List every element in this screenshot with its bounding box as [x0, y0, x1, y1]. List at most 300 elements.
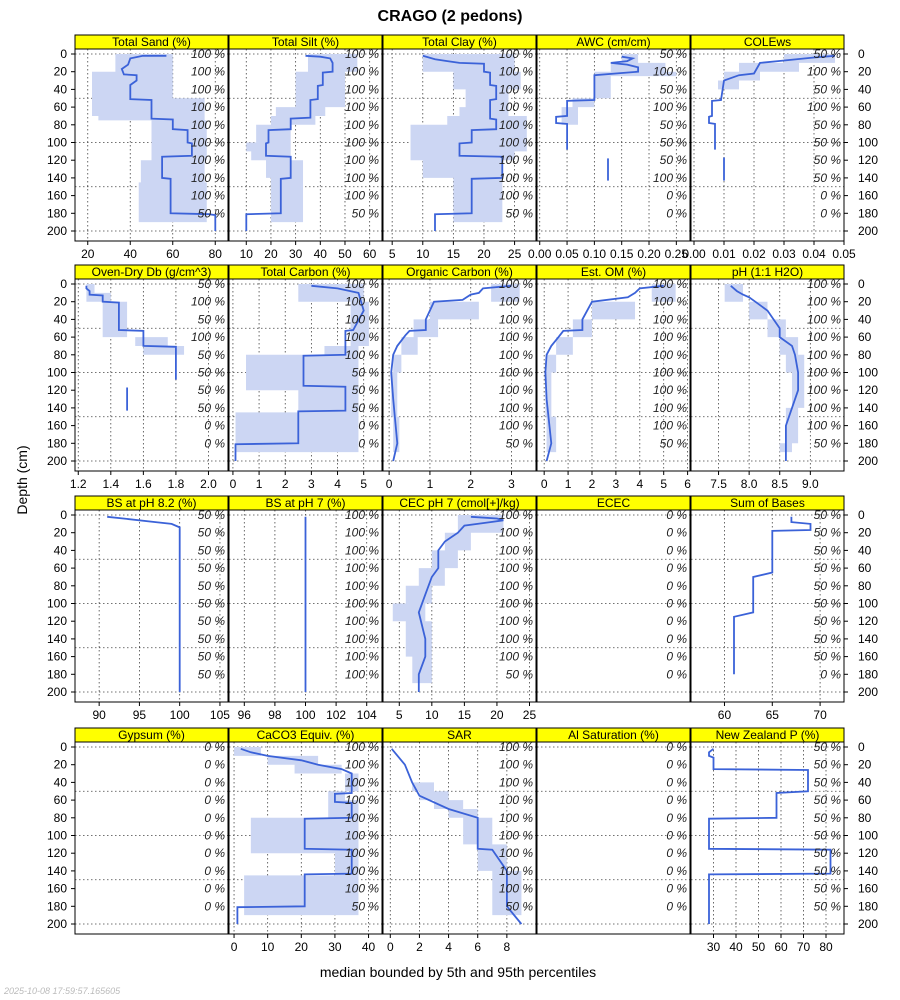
x-tick-label: 5	[360, 477, 368, 491]
pct-label: 50 %	[813, 596, 841, 611]
pct-label: 50 %	[813, 881, 841, 896]
y-tick-label: 200	[46, 454, 67, 468]
pct-label: 0 %	[204, 810, 225, 825]
y-tick-label: 0	[60, 277, 67, 291]
pct-label: 100 %	[498, 153, 533, 168]
pct-label: 100 %	[344, 508, 379, 522]
y-tick-label: 120	[858, 614, 879, 629]
pct-label: 100 %	[498, 82, 533, 97]
y-tick-label: 0	[858, 47, 865, 61]
panel-title: BS at pH 7 (%)	[265, 496, 346, 510]
y-tick-label: 20	[53, 64, 67, 79]
pct-label: 100 %	[344, 740, 379, 754]
y-tick-label: 100	[858, 596, 879, 611]
y-tick-label: 80	[53, 810, 67, 825]
pct-label: 50 %	[351, 365, 379, 380]
pct-label: 100 %	[652, 64, 687, 79]
panel-title: Sum of Bases	[730, 496, 805, 510]
x-tick-label: 0	[540, 477, 548, 491]
pct-label: 0 %	[204, 846, 225, 861]
x-tick-label: 70	[796, 940, 811, 954]
y-tick-label: 20	[858, 525, 872, 540]
pct-label: 50 %	[813, 631, 841, 646]
panel-gypsum	[47, 728, 228, 934]
x-tick-label: 100	[169, 708, 190, 722]
y-tick-label: 160	[46, 418, 67, 433]
pct-label: 100 %	[806, 294, 841, 309]
pct-label: 50 %	[813, 614, 841, 629]
y-tick-label: 140	[46, 631, 67, 646]
pct-label: 0 %	[666, 649, 687, 664]
y-tick-label: 180	[858, 436, 879, 451]
panel-new-zealand-p	[691, 728, 878, 954]
x-tick-label: 2	[281, 477, 289, 491]
pct-label: 50 %	[813, 757, 841, 772]
pct-label: 100 %	[498, 649, 533, 664]
y-tick-label: 120	[46, 846, 67, 861]
pct-label: 0 %	[820, 667, 841, 682]
x-tick-label: 25	[522, 708, 537, 722]
x-tick-label: 0.04	[802, 247, 826, 261]
x-tick-label: 8	[503, 940, 511, 954]
pct-label: 100 %	[498, 614, 533, 629]
y-tick-label: 20	[53, 525, 67, 540]
pct-label: 100 %	[498, 117, 533, 132]
pct-label: 50 %	[813, 846, 841, 861]
pct-label: 100 %	[498, 312, 533, 327]
pct-label: 100 %	[344, 631, 379, 646]
pct-label: 50 %	[197, 347, 225, 362]
x-tick-label: 0.25	[664, 247, 689, 261]
pct-label: 100 %	[652, 330, 687, 345]
x-tick-label: 7.5	[710, 477, 727, 491]
pct-label: 50 %	[351, 400, 379, 415]
pct-label: 0 %	[666, 508, 687, 522]
pct-label: 100 %	[498, 135, 533, 150]
x-tick-label: 65	[765, 708, 779, 722]
panel-ph-1-1-h2o	[691, 265, 878, 491]
pct-label: 50 %	[197, 365, 225, 380]
pct-label: 50 %	[813, 810, 841, 825]
pct-label: 50 %	[813, 153, 841, 168]
y-tick-label: 40	[53, 775, 67, 790]
pct-label: 100 %	[498, 100, 533, 115]
panel-ecec	[537, 496, 690, 702]
pct-label: 100 %	[806, 100, 841, 115]
x-tick-label: 1.8	[167, 477, 185, 491]
chart-title: CRAGO (2 pedons)	[377, 8, 523, 25]
pct-label: 50 %	[197, 596, 225, 611]
pct-label: 100 %	[190, 135, 225, 150]
x-tick-label: 20	[294, 940, 308, 954]
pct-label: 100 %	[498, 561, 533, 576]
x-tick-label: 10	[260, 940, 275, 954]
pct-label: 50 %	[197, 206, 225, 221]
pct-label: 100 %	[498, 188, 533, 203]
panel-bs-at-ph-7	[229, 496, 382, 722]
y-tick-label: 60	[858, 793, 872, 808]
x-tick-label: 2	[467, 477, 475, 491]
y-tick-label: 60	[53, 330, 67, 345]
pct-label: 100 %	[498, 863, 533, 878]
percentile-band	[236, 284, 369, 452]
pct-label: 50 %	[813, 170, 841, 185]
y-tick-label: 120	[46, 383, 67, 398]
pct-label: 100 %	[190, 153, 225, 168]
pct-label: 100 %	[498, 525, 533, 540]
pct-label: 100 %	[498, 64, 533, 79]
percentile-band	[234, 747, 358, 915]
x-tick-label: 0	[386, 940, 394, 954]
panel-title: Total Carbon (%)	[260, 265, 351, 279]
pct-label: 100 %	[344, 667, 379, 682]
pct-label: 50 %	[351, 899, 379, 914]
panel-total-clay	[383, 35, 536, 261]
x-tick-label: 3	[508, 477, 515, 491]
y-tick-label: 40	[858, 543, 872, 558]
pct-label: 0 %	[204, 436, 225, 451]
x-tick-label: 0.20	[637, 247, 661, 261]
pct-label: 50 %	[659, 436, 687, 451]
panel-title: Oven-Dry Db (g/cm^3)	[91, 265, 212, 279]
pct-label: 100 %	[498, 400, 533, 415]
y-tick-label: 180	[858, 667, 879, 682]
pct-label: 50 %	[813, 135, 841, 150]
pct-label: 100 %	[498, 846, 533, 861]
y-tick-label: 160	[46, 881, 67, 896]
pct-label: 50 %	[813, 649, 841, 664]
pct-label: 100 %	[498, 793, 533, 808]
pct-label: 0 %	[204, 775, 225, 790]
pct-label: 100 %	[344, 117, 379, 132]
y-tick-label: 140	[46, 400, 67, 415]
y-axis-label: Depth (cm)	[14, 445, 30, 515]
x-tick-label: 0	[229, 477, 237, 491]
pct-label: 100 %	[498, 294, 533, 309]
y-tick-label: 200	[858, 224, 879, 238]
pct-label: 100 %	[498, 418, 533, 433]
y-tick-label: 40	[858, 775, 872, 790]
x-tick-label: 8.0	[740, 477, 758, 491]
panel-al-saturation	[537, 728, 690, 934]
x-tick-label: 0	[230, 940, 238, 954]
panel-title: CaCO3 Equiv. (%)	[256, 728, 355, 742]
y-tick-label: 140	[858, 170, 879, 185]
y-tick-label: 140	[858, 863, 879, 878]
pct-label: 50 %	[813, 828, 841, 843]
y-tick-label: 40	[53, 82, 67, 97]
pct-label: 0 %	[666, 863, 687, 878]
y-tick-label: 60	[53, 100, 67, 115]
y-tick-label: 200	[46, 224, 67, 238]
percentile-band	[246, 54, 357, 222]
pct-label: 100 %	[806, 365, 841, 380]
y-tick-label: 160	[858, 649, 879, 664]
pct-label: 0 %	[666, 188, 687, 203]
pct-label: 50 %	[197, 561, 225, 576]
pct-label: 100 %	[652, 418, 687, 433]
x-tick-label: 0.02	[742, 247, 766, 261]
panel-total-carbon	[229, 265, 382, 491]
y-tick-label: 120	[46, 614, 67, 629]
y-tick-label: 160	[858, 418, 879, 433]
y-tick-label: 60	[858, 100, 872, 115]
x-tick-label: 0.05	[832, 247, 856, 261]
pct-label: 50 %	[197, 614, 225, 629]
pct-label: 50 %	[659, 153, 687, 168]
y-tick-label: 0	[858, 508, 865, 522]
pct-label: 0 %	[666, 810, 687, 825]
y-tick-label: 80	[858, 117, 872, 132]
x-tick-label: 4	[334, 477, 341, 491]
x-tick-label: 40	[361, 940, 376, 954]
y-tick-label: 20	[53, 294, 67, 309]
x-tick-label: 6	[474, 940, 482, 954]
x-tick-label: 40	[123, 247, 137, 261]
panel-title: CEC pH 7 (cmol[+]/kg)	[399, 496, 520, 510]
x-tick-label: 4	[445, 940, 452, 954]
pct-label: 100 %	[344, 775, 379, 790]
y-tick-label: 0	[60, 508, 67, 522]
pct-label: 100 %	[344, 47, 379, 61]
x-tick-label: 80	[208, 247, 222, 261]
y-tick-label: 40	[53, 543, 67, 558]
y-tick-label: 100	[46, 135, 67, 150]
pct-label: 50 %	[813, 82, 841, 97]
pct-label: 100 %	[652, 100, 687, 115]
pct-label: 100 %	[652, 312, 687, 327]
y-tick-label: 120	[858, 846, 879, 861]
panel-title: Organic Carbon (%)	[406, 265, 513, 279]
y-tick-label: 80	[53, 578, 67, 593]
x-tick-label: 60	[717, 708, 732, 722]
pct-label: 100 %	[806, 418, 841, 433]
pct-label: 100 %	[190, 117, 225, 132]
panel-est-om	[537, 265, 691, 491]
pct-label: 100 %	[806, 330, 841, 345]
pct-label: 100 %	[190, 330, 225, 345]
pct-label: 0 %	[666, 846, 687, 861]
pct-label: 100 %	[344, 793, 379, 808]
y-tick-label: 120	[858, 383, 879, 398]
pct-label: 50 %	[197, 578, 225, 593]
pct-label: 100 %	[652, 277, 687, 291]
y-tick-label: 0	[858, 740, 865, 754]
y-tick-label: 60	[53, 561, 67, 576]
pct-label: 100 %	[498, 596, 533, 611]
y-tick-label: 20	[858, 64, 872, 79]
pct-label: 100 %	[344, 614, 379, 629]
y-tick-label: 180	[46, 436, 67, 451]
pct-label: 50 %	[197, 383, 225, 398]
panel-awc-cm-cm	[528, 35, 690, 261]
panel-title: AWC (cm/cm)	[576, 35, 651, 49]
pct-label: 100 %	[344, 330, 379, 345]
pct-label: 100 %	[190, 188, 225, 203]
x-tick-label: 25	[507, 247, 522, 261]
y-tick-label: 140	[858, 631, 879, 646]
pct-label: 0 %	[666, 614, 687, 629]
pct-label: 0 %	[204, 899, 225, 914]
x-tick-label: 6	[684, 477, 691, 491]
pct-label: 50 %	[813, 47, 841, 61]
pct-label: 0 %	[358, 436, 379, 451]
y-tick-label: 80	[53, 117, 67, 132]
panel-bs-at-ph-8-2	[47, 496, 230, 722]
pct-label: 0 %	[666, 525, 687, 540]
y-tick-label: 160	[858, 188, 879, 203]
pct-label: 100 %	[344, 863, 379, 878]
pct-label: 100 %	[498, 365, 533, 380]
pct-label: 100 %	[498, 508, 533, 522]
panel-title: COLEws	[743, 35, 792, 49]
x-tick-label: 96	[237, 708, 251, 722]
y-tick-label: 160	[858, 881, 879, 896]
y-tick-label: 0	[60, 740, 67, 754]
x-tick-label: 50	[338, 247, 352, 261]
x-tick-label: 70	[813, 708, 827, 722]
x-tick-label: 40	[729, 940, 743, 954]
panel-caco3-equiv	[229, 728, 382, 954]
x-tick-label: 1.4	[102, 477, 120, 491]
pct-label: 50 %	[813, 578, 841, 593]
pct-label: 100 %	[806, 347, 841, 362]
y-tick-label: 160	[46, 188, 67, 203]
y-tick-label: 180	[46, 667, 67, 682]
panel-title: Total Silt (%)	[271, 35, 340, 49]
y-tick-label: 100	[858, 365, 879, 380]
pct-label: 100 %	[806, 312, 841, 327]
pct-label: 0 %	[666, 828, 687, 843]
pct-label: 100 %	[344, 64, 379, 79]
pct-label: 0 %	[666, 667, 687, 682]
x-tick-label: 104	[356, 708, 377, 722]
panel-grid	[47, 35, 878, 954]
pct-label: 100 %	[806, 383, 841, 398]
pct-label: 0 %	[204, 740, 225, 754]
pct-label: 100 %	[344, 828, 379, 843]
x-tick-label: 1.6	[135, 477, 152, 491]
pct-label: 50 %	[505, 899, 533, 914]
y-tick-label: 200	[46, 917, 67, 931]
panel-total-sand	[47, 35, 228, 261]
y-tick-label: 60	[858, 330, 872, 345]
y-tick-label: 80	[858, 810, 872, 825]
panel-title: ECEC	[596, 496, 631, 510]
panel-title: New Zealand P (%)	[715, 728, 820, 742]
x-tick-label: 0.10	[582, 247, 607, 261]
pct-label: 100 %	[344, 881, 379, 896]
y-tick-label: 200	[858, 917, 879, 931]
y-tick-label: 140	[46, 170, 67, 185]
pct-label: 50 %	[813, 899, 841, 914]
pct-label: 50 %	[197, 508, 225, 522]
y-tick-label: 100	[46, 828, 67, 843]
x-tick-label: 20	[264, 247, 278, 261]
pct-label: 100 %	[652, 383, 687, 398]
x-tick-label: 90	[92, 708, 106, 722]
pct-label: 100 %	[344, 188, 379, 203]
pct-label: 100 %	[498, 740, 533, 754]
x-tick-label: 30	[706, 940, 721, 954]
x-tick-label: 15	[457, 708, 472, 722]
pct-label: 50 %	[197, 277, 225, 291]
x-tick-label: 5	[660, 477, 668, 491]
y-tick-label: 0	[858, 277, 865, 291]
x-tick-label: 15	[446, 247, 461, 261]
panel-title: Est. OM (%)	[580, 265, 647, 279]
pct-label: 100 %	[498, 881, 533, 896]
pct-label: 100 %	[498, 347, 533, 362]
y-tick-label: 20	[858, 757, 872, 772]
pct-label: 0 %	[666, 793, 687, 808]
pct-label: 100 %	[344, 525, 379, 540]
y-tick-label: 180	[46, 206, 67, 221]
x-tick-label: 30	[288, 247, 303, 261]
pct-label: 100 %	[652, 347, 687, 362]
x-tick-label: 10	[239, 247, 253, 261]
pct-label: 100 %	[344, 294, 379, 309]
pct-label: 50 %	[351, 383, 379, 398]
pct-label: 100 %	[344, 649, 379, 664]
pct-label: 100 %	[344, 543, 379, 558]
y-tick-label: 200	[858, 685, 879, 699]
pct-label: 100 %	[344, 596, 379, 611]
x-tick-label: 3	[612, 477, 620, 491]
x-tick-label: 95	[132, 708, 147, 722]
panel-oven-dry-db-g-cm-3	[47, 265, 228, 491]
pct-label: 100 %	[652, 170, 687, 185]
y-tick-label: 40	[858, 82, 872, 97]
pct-label: 50 %	[813, 436, 841, 451]
x-tick-label: 60	[166, 247, 180, 261]
x-tick-label: 40	[313, 247, 327, 261]
y-tick-label: 100	[46, 365, 67, 380]
pct-label: 0 %	[666, 757, 687, 772]
x-tick-label: 10	[416, 247, 430, 261]
pct-label: 100 %	[498, 631, 533, 646]
x-tick-label: 0.00	[528, 247, 552, 261]
y-tick-label: 100	[858, 828, 879, 843]
x-tick-label: 1	[564, 477, 572, 491]
pct-label: 50 %	[813, 793, 841, 808]
pct-label: 100 %	[498, 578, 533, 593]
pct-label: 100 %	[190, 170, 225, 185]
panel-title: pH (1:1 H2O)	[731, 265, 804, 279]
pct-label: 50 %	[505, 667, 533, 682]
y-tick-label: 200	[46, 685, 67, 699]
panel-total-silt	[229, 35, 382, 261]
x-tick-label: 105	[209, 708, 230, 722]
y-tick-label: 80	[53, 347, 67, 362]
panel-sum-of-bases	[691, 496, 878, 722]
percentile-band	[92, 54, 207, 222]
x-tick-label: 4	[636, 477, 644, 491]
pct-label: 0 %	[358, 418, 379, 433]
y-tick-label: 60	[858, 561, 872, 576]
x-tick-label: 98	[268, 708, 282, 722]
y-tick-label: 100	[858, 135, 879, 150]
panel-title: Gypsum (%)	[118, 728, 185, 742]
pct-label: 50 %	[813, 508, 841, 522]
pct-label: 50 %	[505, 436, 533, 451]
x-tick-label: 30	[328, 940, 342, 954]
y-tick-label: 60	[53, 793, 67, 808]
x-axis-label: median bounded by 5th and 95th percentiles	[319, 964, 597, 980]
pct-label: 100 %	[344, 347, 379, 362]
pct-label: 0 %	[666, 631, 687, 646]
pct-label: 50 %	[505, 206, 533, 221]
